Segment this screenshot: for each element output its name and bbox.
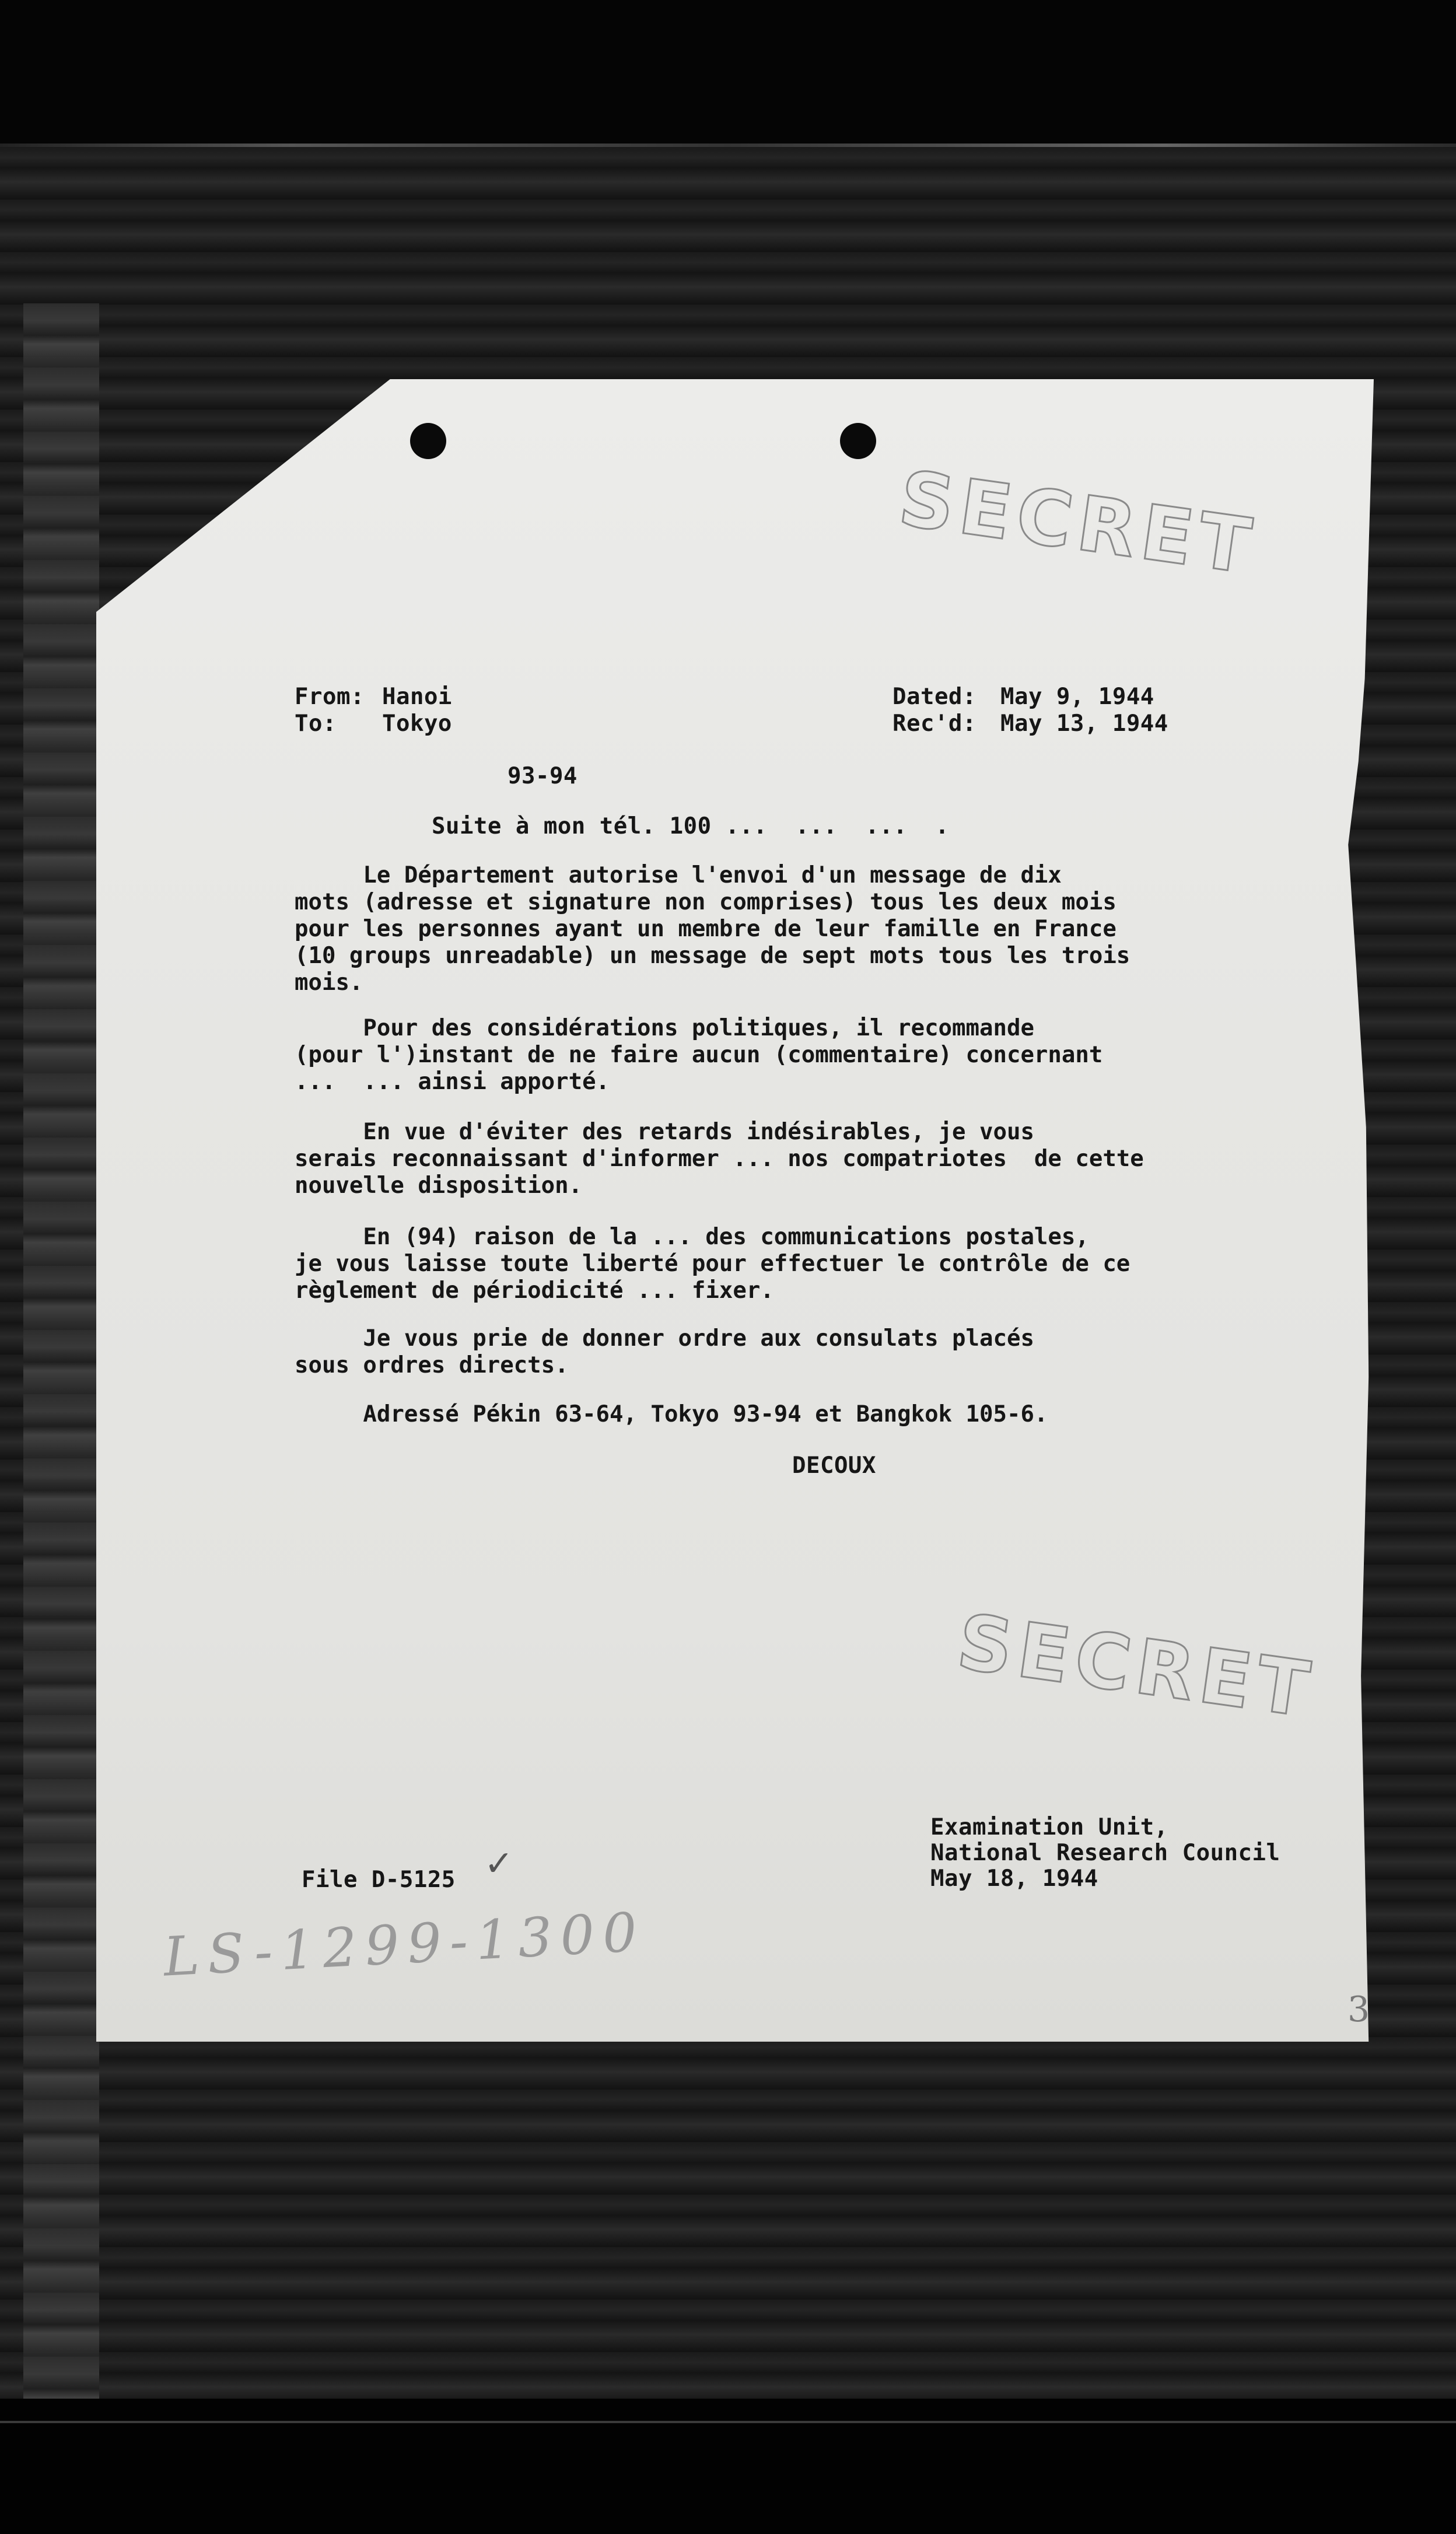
secret-stamp-top: SECRET	[894, 453, 1262, 592]
punch-hole-right	[840, 423, 876, 459]
paragraph-line: serais reconnaissant d'informer ... nos compatriotes de cette	[295, 1146, 1144, 1172]
paragraph-line: Je vous prie de donner ordre aux consulats placés	[295, 1325, 1034, 1352]
document-sheet	[96, 379, 1374, 2042]
paragraph-line: mois.	[295, 970, 363, 996]
film-left-strip	[23, 303, 99, 2403]
to-value: Tokyo	[382, 710, 452, 737]
film-bottom-band	[0, 2399, 1456, 2534]
paragraph-line: En (94) raison de la ... des communications postales,	[295, 1224, 1089, 1250]
from-label: From:	[295, 684, 365, 710]
paragraph-line: (10 groups unreadable) un message de sept mots tous les trois	[295, 943, 1130, 969]
paragraph-line: mots (adresse et signature non comprises) tous les deux mois	[295, 889, 1116, 915]
paragraph-6	[295, 1401, 1048, 1428]
paragraph-line: règlement de périodicité ... fixer.	[295, 1278, 774, 1304]
page-mark: 3	[1348, 1989, 1370, 2030]
handwritten-reference: LS-1299-1300	[162, 1901, 647, 1989]
check-mark-icon: ✓	[484, 1843, 514, 1884]
paragraph-line: je vous laisse toute liberté pour effectuer le contrôle de ce	[295, 1251, 1130, 1277]
paragraph-line: pour les personnes ayant un membre de leur famille en France	[295, 916, 1116, 942]
paragraph-line: sous ordres directs.	[295, 1352, 569, 1378]
file-number: File D-5125	[302, 1867, 456, 1893]
paragraph-line: En vue d'éviter des retards indésirables, je vous	[295, 1119, 1034, 1145]
to-label: To:	[295, 710, 337, 737]
recd-value: May 13, 1944	[1000, 710, 1168, 737]
paragraph-3	[295, 1119, 1144, 1199]
from-value: Hanoi	[382, 684, 452, 710]
paragraph-line: (pour l')instant de ne faire aucun (commentaire) concernant	[295, 1042, 1103, 1068]
film-bottom-edge	[0, 2421, 1456, 2423]
paragraph-5	[295, 1325, 1034, 1379]
dated-label: Dated:	[892, 684, 977, 710]
punch-hole-left	[410, 423, 446, 459]
message-number: 93-94	[508, 763, 578, 789]
paragraph-line: ... ... ainsi apporté.	[295, 1069, 610, 1095]
paragraph-line: Le Département autorise l'envoi d'un message de dix	[295, 862, 1062, 888]
signature: DECOUX	[792, 1452, 876, 1479]
paragraph-line: Pour des considérations politiques, il recommande	[295, 1015, 1034, 1041]
paragraph-1	[295, 862, 1130, 996]
paragraph-line: nouvelle disposition.	[295, 1172, 583, 1199]
paragraph-line: Adressé Pékin 63-64, Tokyo 93-94 et Bangkok 105-6.	[295, 1401, 1048, 1427]
paragraph-4	[295, 1224, 1130, 1304]
film-top-band	[0, 0, 1456, 146]
national-research-council-line: National Research Council	[930, 1840, 1280, 1866]
examination-unit-line: Examination Unit,	[930, 1814, 1168, 1840]
footer-date: May 18, 1944	[930, 1866, 1098, 1892]
secret-stamp-bottom: SECRET	[952, 1597, 1321, 1735]
recd-label: Rec'd:	[892, 710, 977, 737]
dated-value: May 9, 1944	[1000, 684, 1154, 710]
message-intro: Suite à mon tél. 100 ... ... ... .	[432, 813, 950, 839]
paragraph-2	[295, 1015, 1102, 1096]
